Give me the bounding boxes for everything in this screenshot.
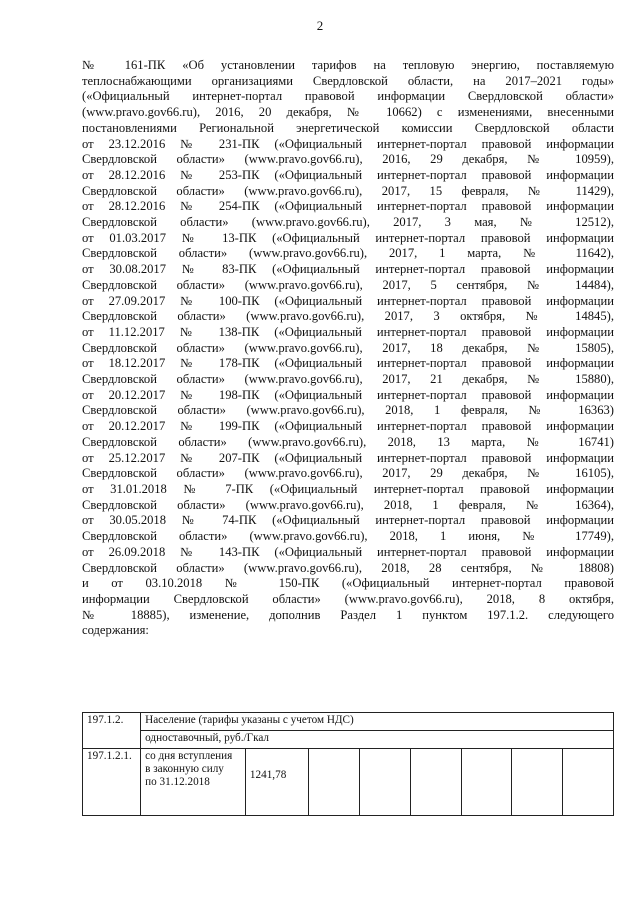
tariff-type-cell: одноставочный, руб./Гкал bbox=[141, 731, 614, 749]
empty-cell bbox=[461, 749, 512, 816]
period-cell bbox=[141, 749, 246, 816]
text-line: содержания: bbox=[82, 623, 149, 638]
table-row bbox=[83, 713, 614, 731]
text-line: Свердловской области» (www.pravo.gov66.ru), 2017, 3 мая, № 12512), bbox=[82, 215, 614, 230]
text-line: Свердловской области» (www.pravo.gov66.ru), 2017, 3 октября, № 14845), bbox=[82, 309, 614, 324]
text-line: информации Свердловской области» (www.pravo.gov66.ru), 2018, 8 октября, bbox=[82, 591, 614, 606]
text-line: Свердловской области» (www.pravo.gov66.ru), 2018, 1 февраля, № 16363) bbox=[82, 403, 614, 418]
text-line: теплоснабжающими организациями Свердловской области, на 2017–2021 годы» bbox=[82, 73, 614, 88]
text-line: от 18.12.2017 № 178-ПК («Официальный интернет-портал правовой информации bbox=[82, 356, 614, 371]
text-line: Свердловской области» (www.pravo.gov66.ru), 2017, 5 сентября, № 14484), bbox=[82, 277, 614, 292]
text-line: от 28.12.2016 № 253-ПК («Официальный интернет-портал правовой информации bbox=[82, 167, 614, 182]
consumer-group-cell: Население (тарифы указаны с учетом НДС) bbox=[141, 713, 614, 731]
text-line: («Официальный интернет-портал правовой информации Свердловской области» bbox=[82, 89, 614, 104]
tariff-value-cell: 1241,78 bbox=[245, 749, 308, 816]
text-line: Свердловской области» (www.pravo.gov66.ru), 2016, 29 декабря, № 10959), bbox=[82, 152, 614, 167]
text-line: от 30.05.2018 № 74-ПК («Официальный интернет-портал правовой информации bbox=[82, 513, 614, 528]
empty-cell bbox=[309, 749, 360, 816]
resolution-text bbox=[82, 58, 614, 639]
text-line: и от 03.10.2018 № 150-ПК («Официальный интернет-портал правовой bbox=[82, 576, 614, 591]
period-line: со дня вступления bbox=[145, 750, 233, 762]
text-line: Свердловской области» (www.pravo.gov66.ru), 2017, 29 декабря, № 16105), bbox=[82, 466, 614, 481]
text-line: Свердловской области» (www.pravo.gov66.ru), 2017, 18 декабря, № 15805), bbox=[82, 340, 614, 355]
empty-cell bbox=[410, 749, 461, 816]
text-line: от 28.12.2016 № 254-ПК («Официальный интернет-портал правовой информации bbox=[82, 199, 614, 214]
text-line: от 01.03.2017 № 13-ПК («Официальный интернет-портал правовой информации bbox=[82, 230, 614, 245]
empty-cell bbox=[360, 749, 411, 816]
text-line: Свердловской области» (www.pravo.gov66.ru), 2018, 28 сентября, № 18808) bbox=[82, 560, 614, 575]
text-line: от 20.12.2017 № 198-ПК («Официальный интернет-портал правовой информации bbox=[82, 387, 614, 402]
text-line: от 25.12.2017 № 207-ПК («Официальный интернет-портал правовой информации bbox=[82, 450, 614, 465]
item-number-cell: 197.1.2. bbox=[83, 713, 141, 749]
item-number-cell: 197.1.2.1. bbox=[83, 749, 141, 816]
text-line: Свердловской области» (www.pravo.gov66.ru), 2017, 21 декабря, № 15880), bbox=[82, 372, 614, 387]
page-number: 2 bbox=[316, 18, 324, 33]
text-line: от 23.12.2016 № 231-ПК («Официальный интернет-портал правовой информации bbox=[82, 136, 614, 151]
table-row bbox=[83, 731, 614, 749]
table-row bbox=[83, 749, 614, 816]
text-line: постановлениями Региональной энергетической комиссии Свердловской области bbox=[82, 120, 614, 135]
text-line: от 31.01.2018 № 7-ПК («Официальный интернет-портал правовой информации bbox=[82, 481, 614, 496]
text-line: Свердловской области» (www.pravo.gov66.ru), 2018, 1 февраля, № 16364), bbox=[82, 497, 614, 512]
text-line: Свердловской области» (www.pravo.gov66.ru), 2018, 13 марта, № 16741) bbox=[82, 434, 614, 449]
text-line: (www.pravo.gov66.ru), 2016, 20 декабря, № 10662) с изменениями, внесенными bbox=[82, 105, 614, 120]
text-line: № 161-ПК «Об установлении тарифов на тепловую энергию, поставляемую bbox=[82, 58, 614, 72]
empty-cell bbox=[512, 749, 563, 816]
text-line: № 18885), изменение, дополнив Раздел 1 пунктом 197.1.2. следующего bbox=[82, 607, 614, 622]
period-line: в законную силу bbox=[145, 763, 224, 775]
tariff-table bbox=[82, 712, 614, 816]
text-line: от 20.12.2017 № 199-ПК («Официальный интернет-портал правовой информации bbox=[82, 419, 614, 434]
text-line: Свердловской области» (www.pravo.gov66.ru), 2017, 1 марта, № 11642), bbox=[82, 246, 614, 261]
text-line: от 11.12.2017 № 138-ПК («Официальный интернет-портал правовой информации bbox=[82, 324, 614, 339]
text-line: Свердловской области» (www.pravo.gov66.ru), 2018, 1 июня, № 17749), bbox=[82, 529, 614, 544]
empty-cell bbox=[563, 749, 614, 816]
period-line: по 31.12.2018 bbox=[145, 776, 210, 788]
text-line: от 30.08.2017 № 83-ПК («Официальный интернет-портал правовой информации bbox=[82, 262, 614, 277]
text-line: Свердловской области» (www.pravo.gov66.ru), 2017, 15 февраля, № 11429), bbox=[82, 183, 614, 198]
text-line: от 27.09.2017 № 100-ПК («Официальный интернет-портал правовой информации bbox=[82, 293, 614, 308]
text-line: от 26.09.2018 № 143-ПК («Официальный интернет-портал правовой информации bbox=[82, 544, 614, 559]
